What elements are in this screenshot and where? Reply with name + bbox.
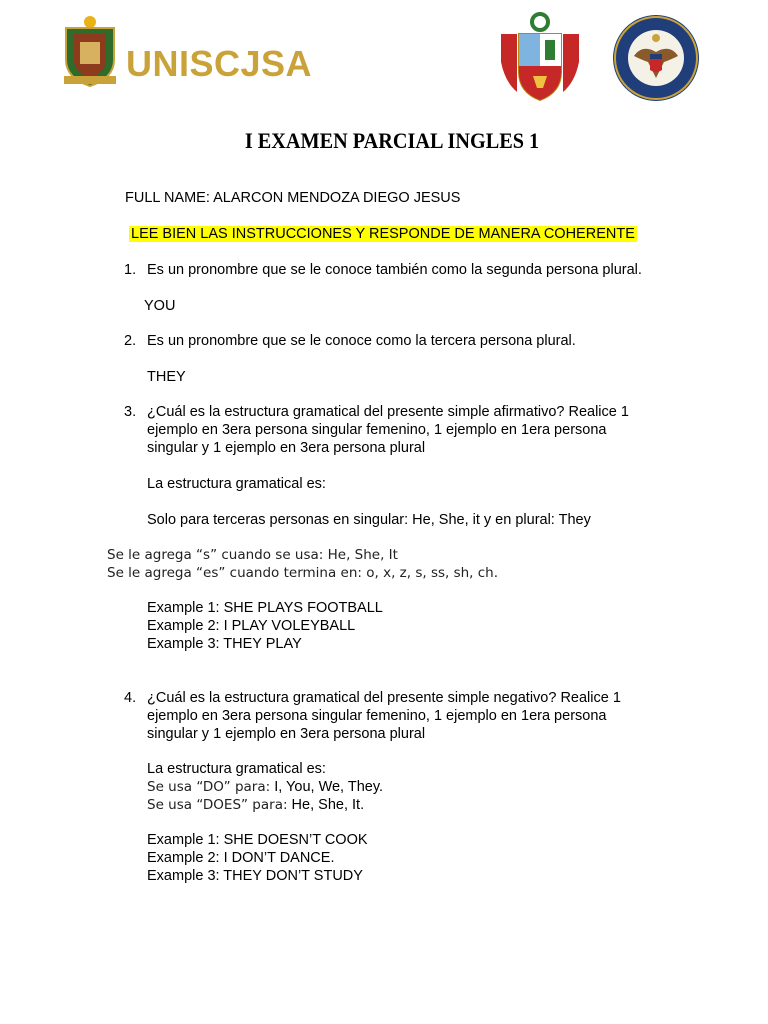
question-3-note: Solo para terceras personas en singular: He, She, it y en plural: They <box>147 512 591 528</box>
question-3-example: Example 2: I PLAY VOLEYBALL <box>147 618 356 634</box>
department-of-state-seal-icon <box>612 12 700 104</box>
question-2-number: 2. <box>124 333 137 349</box>
question-3-example: Example 3: THEY PLAY <box>147 636 302 652</box>
question-3-rule-es <box>107 564 498 582</box>
question-4-line: ejemplo en 3era persona singular femenino, 1 ejemplo en 1era persona <box>147 708 607 724</box>
question-3-line: singular y 1 ejemplo en 3era persona plural <box>147 440 426 456</box>
peru-coat-of-arms-icon <box>497 12 583 104</box>
instruction-text: LEE BIEN LAS INSTRUCCIONES Y RESPONDE DE MANERA COHERENTE <box>131 226 635 242</box>
question-3-rule-s: Se le agrega “s” cuando se usa: He, She, It <box>107 547 398 563</box>
question-4-example: Example 1: SHE DOESN’T COOK <box>147 832 368 848</box>
question-4-example: Example 2: I DON’T DANCE. <box>147 850 335 866</box>
question-4-example: Example 3: THEY DON’T STUDY <box>147 868 363 884</box>
question-3-structure-label: La estructura gramatical es: <box>147 476 326 492</box>
question-3-rule-es-suffix: o, x, z, s, ss, sh, ch. <box>361 565 499 581</box>
brand-name: UNISCJSA <box>126 43 313 84</box>
question-3-number: 3. <box>124 404 137 420</box>
question-4-line: singular y 1 ejemplo en 3era persona plural <box>147 726 426 742</box>
question-4-rule-does <box>147 796 364 814</box>
question-3-rule-es-prefix: Se le agrega “es” cuando termina en: <box>107 565 362 581</box>
question-4-structure-label: La estructura gramatical es: <box>147 761 326 777</box>
page-title: I EXAMEN PARCIAL INGLES 1 <box>244 128 540 153</box>
question-1-text: Es un pronombre que se le conoce también como la segunda persona plural. <box>147 262 642 278</box>
question-4-rule-do <box>147 778 383 796</box>
question-4-number: 4. <box>124 690 137 706</box>
question-1-answer: YOU <box>144 298 176 314</box>
question-3-line: ejemplo en 3era persona singular femenino, 1 ejemplo en 1era persona <box>147 422 607 438</box>
question-4-rule-does-suffix: He, She, It. <box>287 797 365 813</box>
question-3-line: ¿Cuál es la estructura gramatical del presente simple afirmativo? Realice 1 <box>147 404 629 420</box>
question-1-number: 1. <box>124 262 137 278</box>
question-4-rule-do-suffix: I, You, We, They. <box>270 779 384 795</box>
question-2-text: Es un pronombre que se le conoce como la tercera persona plural. <box>147 333 576 349</box>
question-4-rule-do-prefix: Se usa “DO” para: <box>147 779 271 795</box>
question-4-line: ¿Cuál es la estructura gramatical del presente simple negativo? Realice 1 <box>147 690 621 706</box>
question-4-rule-does-prefix: Se usa “DOES” para: <box>147 797 288 813</box>
question-2-answer: THEY <box>147 369 186 385</box>
question-3-example: Example 1: SHE PLAYS FOOTBALL <box>147 600 383 616</box>
uniscjsa-seal-icon <box>58 14 122 88</box>
full-name: FULL NAME: ALARCON MENDOZA DIEGO JESUS <box>125 190 461 206</box>
instruction-highlight <box>129 225 637 243</box>
